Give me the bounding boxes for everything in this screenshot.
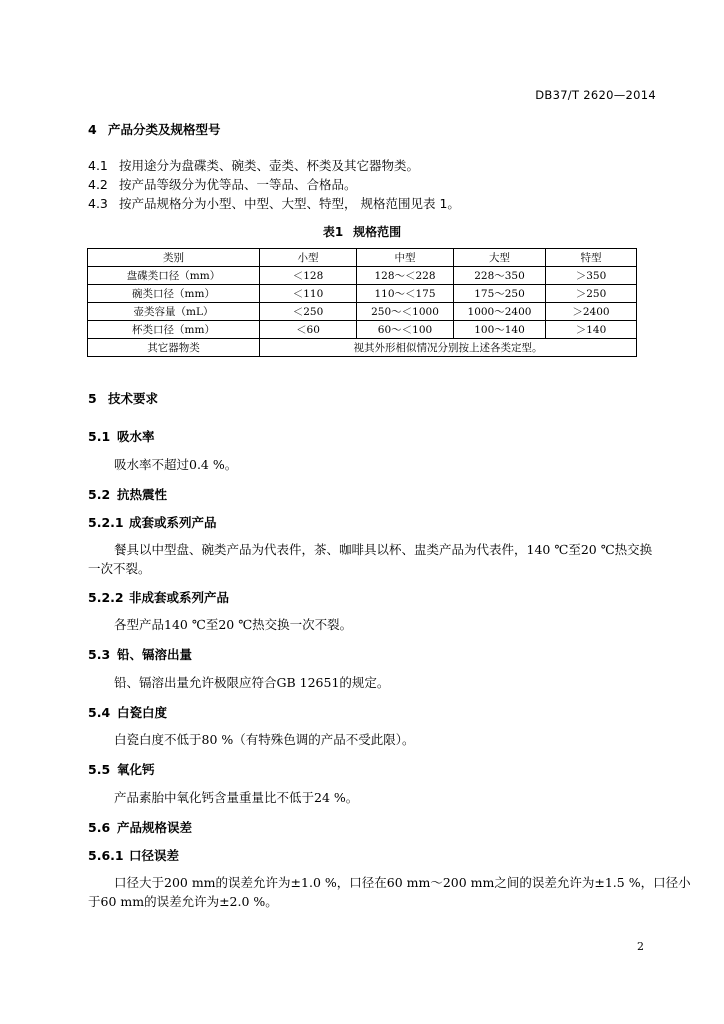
section-title: 产品分类及规格型号	[108, 122, 221, 137]
table-cell: 128～＜228	[357, 267, 454, 285]
table-cell: ＞140	[546, 321, 637, 339]
header-cell: 类别	[88, 249, 260, 267]
subsection-title: 非成套或系列产品	[129, 590, 230, 605]
subsection-title: 成套或系列产品	[129, 515, 217, 530]
table-row	[88, 303, 637, 321]
spec-range-table	[87, 248, 637, 357]
table-cell: 60～＜100	[357, 321, 454, 339]
subsection-number: 5.6	[88, 820, 111, 835]
section-5-heading	[88, 389, 158, 407]
paragraph-line: 一次不裂。	[88, 561, 151, 576]
subsection-number: 5.5	[88, 762, 111, 777]
table-cell: ＜250	[260, 303, 357, 321]
paragraph: 产品素胎中氧化钙含量重量比不低于24 %。	[114, 790, 359, 805]
table-cell: ＜110	[260, 285, 357, 303]
table-row	[88, 339, 637, 357]
table-row	[88, 267, 637, 285]
subsection-number: 5.3	[88, 647, 111, 662]
paragraph-line: 于60 mm的误差允许为±2.0 %。	[88, 894, 278, 909]
page-number: 2	[637, 940, 644, 953]
table-row	[88, 321, 637, 339]
paragraph: 吸水率不超过0.4 %。	[114, 457, 238, 472]
subsection-heading	[88, 818, 192, 836]
table-header-row	[88, 249, 637, 267]
subsection-heading	[88, 760, 155, 778]
table-cell: 228～350	[454, 267, 546, 285]
table-cell: 250～＜1000	[357, 303, 454, 321]
subsection-heading	[88, 846, 179, 864]
table-caption	[0, 223, 724, 240]
subsection-number: 5.2.2	[88, 590, 124, 605]
table-cell: ＞250	[546, 285, 637, 303]
subsection-heading	[88, 588, 229, 606]
subsection-heading	[88, 485, 167, 503]
document-number: DB37/T 2620—2014	[535, 88, 656, 102]
clause-4-1	[88, 156, 419, 174]
table-cell: ＞350	[546, 267, 637, 285]
subsection-number: 5.4	[88, 705, 111, 720]
subsection-title: 抗热震性	[117, 487, 168, 502]
table-cell: 盘碟类口径（mm）	[88, 267, 260, 285]
table-title: 规格范围	[353, 225, 402, 239]
clause-text: 按产品规格分为小型、中型、大型、特型， 规格范围见表 1。	[119, 196, 460, 211]
section-number: 5	[88, 391, 97, 406]
table-merged-cell: 视其外形相似情况分别按上述各类定型。	[260, 339, 637, 357]
subsection-title: 氧化钙	[117, 762, 155, 777]
subsection-title: 口径误差	[129, 848, 180, 863]
section-number: 4	[88, 122, 97, 137]
table-cell: ＞2400	[546, 303, 637, 321]
table-row	[88, 285, 637, 303]
table-cell: 壶类容量（mL）	[88, 303, 260, 321]
paragraph: 各型产品140 ℃至20 ℃热交换一次不裂。	[114, 617, 353, 632]
subsection-heading	[88, 703, 167, 721]
clause-number: 4.3	[88, 196, 108, 211]
table-cell: 碗类口径（mm）	[88, 285, 260, 303]
table-number: 表1	[322, 225, 344, 239]
subsection-title: 产品规格误差	[117, 820, 193, 835]
subsection-title: 白瓷白度	[117, 705, 168, 720]
section-title: 技术要求	[108, 391, 159, 406]
subsection-title: 铅、镉溶出量	[117, 647, 193, 662]
subsection-title: 吸水率	[117, 429, 155, 444]
header-cell: 小型	[260, 249, 357, 267]
table-cell: 110～＜175	[357, 285, 454, 303]
paragraph-line: 口径大于200 mm的误差允许为±1.0 %，口径在60 mm～200 mm之间的误差允许为±1.5 %，口径小	[114, 875, 691, 890]
paragraph-line: 餐具以中型盘、碗类产品为代表件，茶、咖啡具以杯、盅类产品为代表件，140 ℃至20 ℃热交换	[114, 542, 653, 557]
clause-text: 按用途分为盘碟类、碗类、壶类、杯类及其它器物类。	[119, 158, 420, 173]
subsection-number: 5.1	[88, 429, 111, 444]
header-cell: 大型	[454, 249, 546, 267]
clause-number: 4.1	[88, 158, 108, 173]
clause-text: 按产品等级分为优等品、一等品、合格品。	[119, 177, 357, 192]
header-cell: 中型	[357, 249, 454, 267]
subsection-number: 5.2	[88, 487, 111, 502]
table-cell: 杯类口径（mm）	[88, 321, 260, 339]
table-cell: 175～250	[454, 285, 546, 303]
subsection-number: 5.6.1	[88, 848, 124, 863]
subsection-heading	[88, 645, 192, 663]
paragraph: 白瓷白度不低于80 %（有特殊色调的产品不受此限）。	[114, 732, 415, 747]
paragraph: 铅、镉溶出量允许极限应符合GB 12651的规定。	[114, 675, 390, 690]
table-cell: 其它器物类	[88, 339, 260, 357]
subsection-heading	[88, 513, 217, 531]
clause-number: 4.2	[88, 177, 108, 192]
table-cell: ＜128	[260, 267, 357, 285]
clause-4-2	[88, 175, 357, 193]
clause-4-3	[88, 194, 460, 212]
section-4-heading	[88, 120, 221, 138]
subsection-heading	[88, 427, 155, 445]
header-cell: 特型	[546, 249, 637, 267]
table-cell: 1000～2400	[454, 303, 546, 321]
table-cell: 100～140	[454, 321, 546, 339]
table-cell: ＜60	[260, 321, 357, 339]
subsection-number: 5.2.1	[88, 515, 124, 530]
